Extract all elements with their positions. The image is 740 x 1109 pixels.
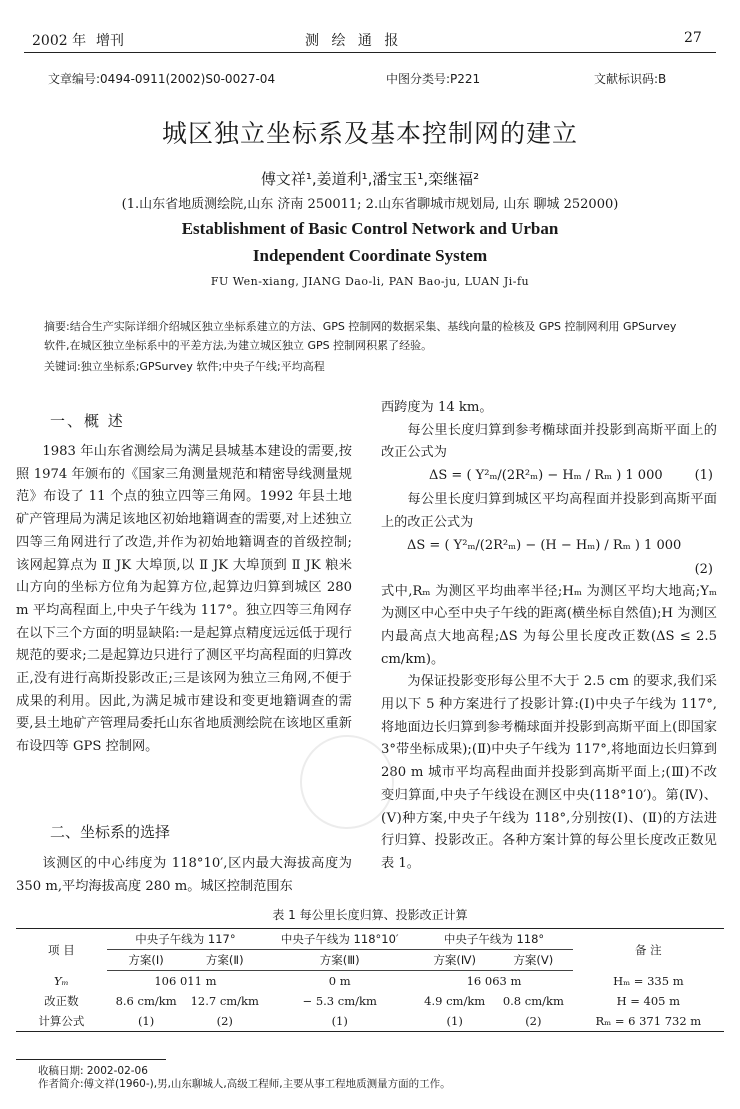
formula-1-row: [381, 465, 717, 489]
keywords: 关键词:独立坐标系;GPSurvey 软件;中央子午线;平均高程: [44, 360, 325, 373]
english-title-line-1: Establishment of Basic Control Network and Urban: [181, 219, 559, 238]
table-header-118: 中央子午线为 118°: [415, 929, 572, 950]
table-plan-3: 方案(Ⅲ): [264, 950, 415, 971]
formula-2-number: (2): [694, 561, 713, 577]
table-cell: (2): [494, 1011, 573, 1032]
table-cell: − 5.3 cm/km: [302, 994, 377, 1008]
header-rule: [24, 52, 716, 53]
table-note: Hₘ = 335 m: [613, 973, 684, 988]
table-note: H = 405 m: [616, 994, 681, 1008]
formula-2: ΔS = ( Y²ₘ/(2R²ₘ) − (H − Hₘ) / Rₘ ) 1 000: [407, 537, 682, 553]
table-row: [16, 1011, 724, 1032]
section-heading-coordinate-system: 二、坐标系的选择: [50, 823, 171, 841]
table-header-11810: 中央子午线为 118°10′: [264, 929, 415, 950]
table-cell: 106 011 m: [154, 974, 217, 988]
clc-number: 中图分类号:P221: [386, 72, 481, 86]
right-column-body: [381, 397, 717, 876]
formula-1: ΔS = ( Y²ₘ/(2R²ₘ) − Hₘ / Rₘ ) 1 000: [429, 468, 663, 484]
formula-1-intro: 每公里长度归算到参考椭球面并投影到高斯平面上的改正公式为: [381, 422, 717, 461]
formula-2-intro: 每公里长度归算到城区平均高程面并投影到高斯平面上的改正公式为: [381, 492, 717, 530]
table-cell: 12.7 cm/km: [190, 994, 259, 1008]
table-cell: (1): [107, 1011, 186, 1032]
table-cell: (1): [264, 1011, 415, 1032]
formula-2-number-row: [381, 559, 717, 581]
table-row-label: 改正数: [44, 994, 79, 1008]
table-cell: (2): [185, 1011, 264, 1032]
table-row-label: Yₘ: [54, 973, 69, 988]
author-list: 傅文祥¹,姜道利¹,潘宝玉¹,栾继福²: [260, 170, 480, 188]
english-title-line-2: Independent Coordinate System: [252, 246, 488, 265]
table-row: [16, 971, 724, 992]
english-authors: FU Wen-xiang, JIANG Dao-li, PAN Bao-ju, LUAN Ji-fu: [210, 275, 530, 288]
overview-paragraph: 1983 年山东省测绘局为满足县城基本建设的需要,按照 1974 年颁布的《国家三角测量规范和精密导线测量规范》布设了 11 个点的独立四等三角网。1992 年县土地矿产管理局为满足该地区初始地籍调查的需要,对上述独立四等三角网进行了改造,并作为初始地籍调查的首级控制;该网起算点为 Ⅱ JK 大埠顶,以 Ⅱ JK 大埠顶到 Ⅱ JK 粮米山方向的坐标方位角为起算方位,起算边归算到城区 280 m 平均高程面上,中央子午线为 117°。独立四等三角网存在以下三个方面的明显缺陷:一是起算点精度远远低于现行规范的要求;二是起算边只进行了测区平均高程面的归算改正,没有进行高斯投影改正;三是该网为独立三角网,不便于成果的利用。因此,为满足城市建设和变更地籍调查的需要,县土地矿产管理局委托山东省地质测绘院在该地区重新布设四等 GPS 控制网。: [16, 444, 352, 755]
abstract-line-1: 摘要:结合生产实际详细介绍城区独立坐标系建立的方法、GPS 控制网的数据采集、基线向量的检核及 GPS 控制网利用 GPSurvey: [44, 320, 677, 333]
table-cell: 0 m: [328, 974, 351, 988]
coordinate-paragraph: 该测区的中心纬度为 118°10′,区内最大海拔高度为 350 m,平均海拔高度 280 m。城区控制范围东: [16, 856, 352, 894]
formula-1-number: (1): [694, 468, 713, 484]
header-issue: 增刊: [96, 33, 124, 49]
left-column-body: [16, 441, 352, 759]
correction-table: [16, 928, 724, 1032]
table-cell: 16 063 m: [466, 974, 522, 988]
section-heading-overview: 一、概 述: [50, 412, 125, 430]
table-caption: 表 1 每公里长度归算、投影改正计算: [272, 908, 468, 922]
left-column-body-2: [16, 853, 352, 898]
formula-2-row: [381, 535, 717, 559]
page-title: 城区独立坐标系及基本控制网的建立: [161, 119, 578, 148]
author-bio: 作者简介:傅文祥(1960-),男,山东聊城人,高级工程师,主要从事工程地质测量方面的工作。: [38, 1078, 451, 1090]
table-cell: 0.8 cm/km: [502, 994, 564, 1008]
table-plan-4: 方案(Ⅳ): [415, 950, 494, 971]
span-paragraph: 西跨度为 14 km。: [381, 400, 493, 415]
table-header-item: 项 目: [16, 929, 107, 971]
header-year: 2002 年: [32, 33, 87, 49]
table-cell: (1): [415, 1011, 494, 1032]
table-note: Rₘ = 6 371 732 m: [573, 1011, 724, 1032]
header-journal: 测 绘 通 报: [305, 33, 403, 49]
table-cell: 4.9 cm/km: [424, 994, 486, 1008]
table-plan-1: 方案(Ⅰ): [107, 950, 186, 971]
table-row: [16, 991, 724, 1011]
table-plan-2: 方案(Ⅱ): [185, 950, 264, 971]
table-header-note: 备 注: [573, 929, 724, 971]
document-code: 文献标识码:B: [594, 72, 667, 86]
symbol-definitions: 式中,Rₘ 为测区平均曲率半径;Hₘ 为测区平均大地高;Yₘ 为测区中心至中央子午线的距离(横坐标自然值);H 为测区内最高点大地高程;ΔS 为每公里长度改正数(ΔS ≤ 2.5 cm/km)。: [381, 583, 717, 667]
footnote-rule: [16, 1059, 166, 1060]
received-date: 收稿日期: 2002-02-06: [38, 1065, 148, 1077]
header-page-number: 27: [684, 30, 702, 46]
table-plan-5: 方案(Ⅴ): [494, 950, 573, 971]
plans-paragraph: 为保证投影变形每公里不大于 2.5 cm 的要求,我们采用以下 5 种方案进行了投影计算:(Ⅰ)中央子午线为 117°,将地面边长归算到参考椭球面并投影到高斯平面上(即国家 3°带坐标成果);(Ⅱ)中央子午线为 117°,将地面边长归算到 280 m 城市平均高程曲面并投影到高斯平面上;(Ⅲ)不改变归算面,中央子午线设在测区中央(118°10′)。第(Ⅳ)、(Ⅴ)种方案,中央子午线为 118°,分别按(Ⅰ)、(Ⅱ)的方法进行归算、投影改正。各种方案计算的每公里长度改正数见表 1。: [381, 674, 717, 871]
affiliations: (1.山东省地质测绘院,山东 济南 250011; 2.山东省聊城市规划局, 山东 聊城 252000): [121, 197, 619, 212]
table-cell: 8.6 cm/km: [115, 994, 177, 1008]
table-row-label: 计算公式: [16, 1011, 107, 1032]
article-number: 文章编号:0494-0911(2002)S0-0027-04: [48, 72, 276, 86]
table-header-117: 中央子午线为 117°: [107, 929, 264, 950]
abstract-line-2: 软件,在城区独立坐标系中的平差方法,为建立城区独立 GPS 控制网积累了经验。: [44, 339, 433, 352]
